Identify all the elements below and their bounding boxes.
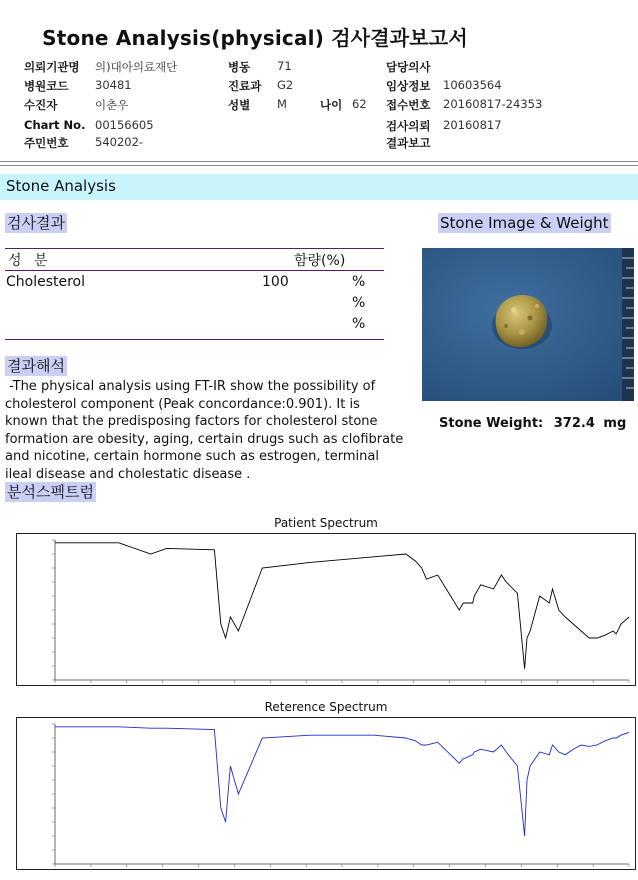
patient-spectrum-chart bbox=[16, 533, 636, 686]
interpretation-line: cholesterol component (Peak concordance:0.901). It is bbox=[5, 396, 360, 412]
label-ward: 병동 bbox=[228, 60, 251, 74]
stone-weight bbox=[439, 416, 626, 431]
value-receipt-number: 20160817-24353 bbox=[443, 97, 543, 111]
label-resident-number: 주민번호 bbox=[24, 136, 69, 150]
interpretation-line: formation are obesity, aging, certain drugs such as clofibrate bbox=[5, 431, 404, 447]
result-unit: % bbox=[352, 316, 366, 332]
label-patient: 수진자 bbox=[24, 98, 58, 112]
result-value: 100 bbox=[262, 274, 289, 290]
stone-photo-graphic bbox=[422, 248, 634, 401]
weight-unit: mg bbox=[603, 416, 627, 431]
value-age: 62 bbox=[352, 97, 367, 111]
section-band bbox=[0, 174, 638, 200]
label-age: 나이 bbox=[320, 98, 343, 112]
interpretation-line: known that the predisposing factors for cholesterol stone bbox=[5, 414, 378, 429]
value-hospital-code: 30481 bbox=[95, 78, 132, 92]
header-divider bbox=[0, 161, 638, 162]
label-requesting-institution: 의뢰기관명 bbox=[24, 60, 80, 74]
table-header-rule bbox=[5, 270, 384, 271]
label-receipt-number: 접수번호 bbox=[386, 98, 431, 112]
report-title: Stone Analysis(physical) 검사결과보고서 bbox=[42, 26, 468, 50]
value-patient: 이춘우 bbox=[95, 98, 129, 112]
spectrum-section-title: 분석스펙트럼 bbox=[7, 483, 94, 501]
table-top-rule bbox=[5, 248, 384, 249]
chart-axes bbox=[55, 540, 629, 680]
result-unit: % bbox=[352, 295, 366, 311]
spectrum-line bbox=[55, 543, 629, 669]
value-department: G2 bbox=[277, 78, 294, 92]
label-hospital-code: 병원코드 bbox=[24, 79, 69, 93]
weight-value: 372.4 bbox=[553, 416, 595, 431]
reference-chart-title: Reterence Spectrum bbox=[264, 700, 388, 714]
header-divider-2 bbox=[0, 165, 638, 166]
label-physician: 담당의사 bbox=[386, 60, 431, 74]
value-chart-no: 00156605 bbox=[95, 118, 154, 132]
label-test-request: 검사의뢰 bbox=[386, 119, 431, 133]
image-section-title: Stone Image & Weight bbox=[440, 214, 609, 232]
stone-photo bbox=[422, 248, 634, 401]
result-unit: % bbox=[352, 274, 366, 290]
interpretation-section-title: 결과해석 bbox=[7, 357, 65, 375]
label-department: 진료과 bbox=[228, 79, 262, 93]
col-content-header: 함량(%) bbox=[294, 253, 346, 269]
value-test-request: 20160817 bbox=[443, 118, 502, 132]
spectrum-line bbox=[55, 727, 629, 836]
label-chart-no: Chart No. bbox=[24, 118, 86, 132]
chart-axes bbox=[55, 724, 629, 864]
table-bottom-rule bbox=[5, 339, 384, 340]
band-title: Stone Analysis bbox=[6, 177, 116, 195]
result-component: Cholesterol bbox=[6, 274, 86, 290]
weight-label: Stone Weight: bbox=[439, 416, 544, 431]
interpretation-line: -The physical analysis using FT-IR show the possibility of bbox=[5, 379, 376, 394]
interpretation-line: ileal disease and cholestatic disease . bbox=[5, 466, 251, 482]
label-result-report: 결과보고 bbox=[386, 136, 431, 150]
patient-chart-title: Patient Spectrum bbox=[274, 516, 378, 530]
value-requesting-institution: 의)대아의료재단 bbox=[95, 60, 178, 74]
results-section-title: 검사결과 bbox=[7, 214, 65, 232]
patient-spectrum-svg bbox=[17, 534, 635, 685]
value-ward: 71 bbox=[277, 59, 292, 73]
reference-spectrum-chart bbox=[16, 717, 636, 870]
value-clinical-info: 10603564 bbox=[443, 78, 502, 92]
reference-spectrum-svg bbox=[17, 718, 635, 869]
label-clinical-info: 임상정보 bbox=[386, 79, 431, 93]
label-sex: 성별 bbox=[228, 98, 251, 112]
interpretation-line: and nicotine, certain hormone such as estrogen, terminal bbox=[5, 449, 379, 464]
value-resident-number: 540202- bbox=[95, 135, 144, 149]
col-component-header: 성 분 bbox=[8, 253, 52, 269]
interpretation-text bbox=[5, 378, 410, 483]
value-sex: M bbox=[277, 97, 287, 111]
